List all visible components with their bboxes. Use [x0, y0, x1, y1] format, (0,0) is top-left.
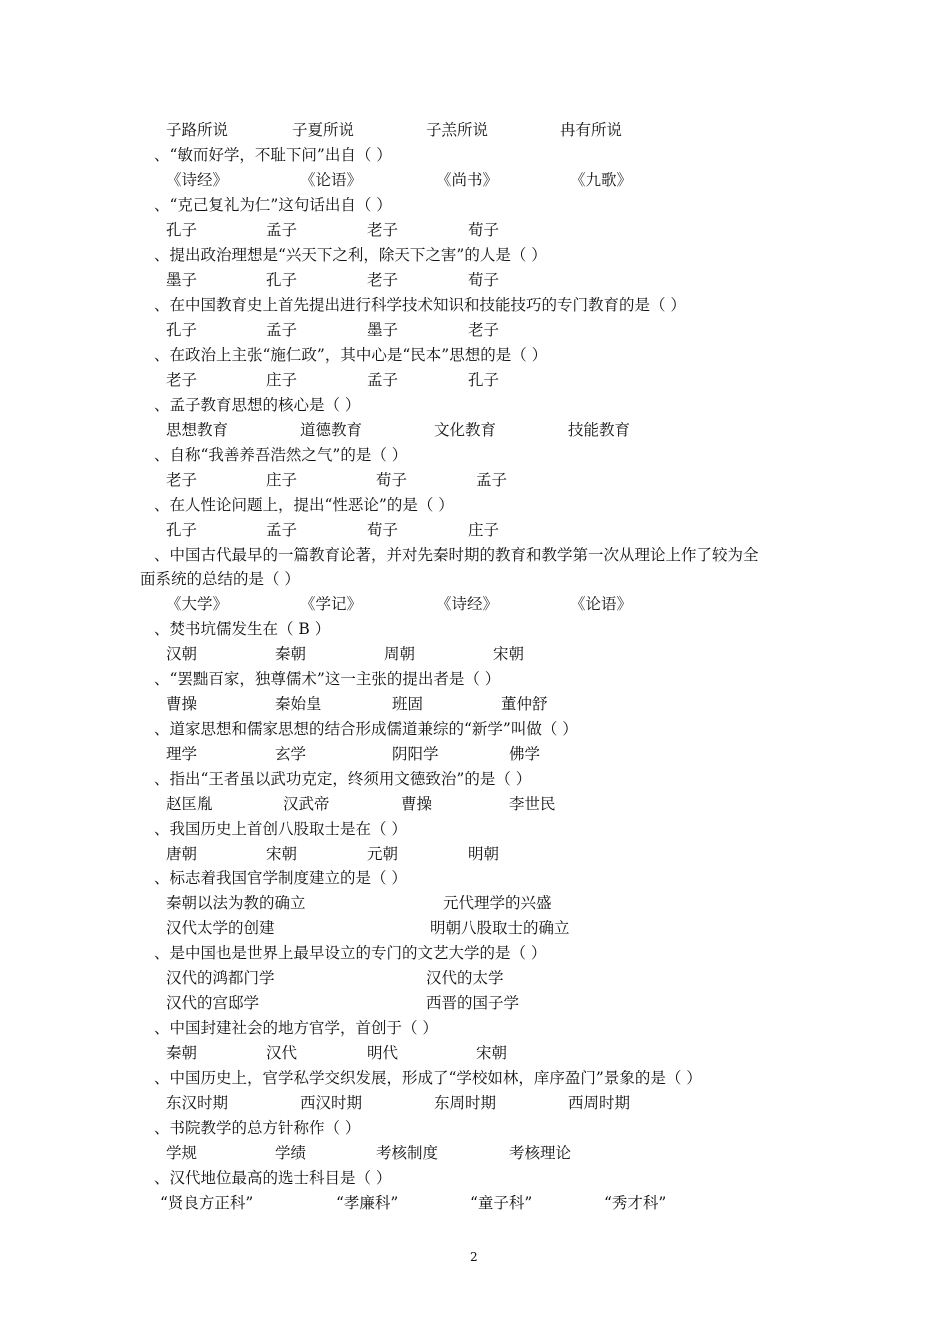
option-text: 学绩	[275, 1144, 307, 1162]
option-text: 宋朝	[266, 845, 298, 863]
question-stem: 、书院教学的总方针称作（ ）	[154, 1119, 361, 1137]
question-stem: 、“克己复礼为仁”这句话出自（ ）	[154, 196, 392, 214]
option-text: 《九歌》	[570, 171, 633, 189]
option-text: 东周时期	[434, 1094, 497, 1112]
option-text: 思想教育	[166, 421, 229, 439]
option-text: 秦始皇	[275, 695, 322, 713]
option-text: 孟子	[266, 221, 298, 239]
option-text: 汉代太学的创建	[166, 919, 275, 937]
option-text: 佛学	[509, 745, 541, 763]
option-text: 技能教育	[568, 421, 631, 439]
option-text: 西周时期	[568, 1094, 631, 1112]
option-text: 子夏所说	[292, 121, 355, 139]
option-text: 汉代的太学	[426, 969, 504, 987]
option-text: “孝廉科”	[336, 1194, 399, 1212]
option-text: 宋朝	[493, 645, 525, 663]
option-text: 荀子	[367, 521, 399, 539]
option-text: 冉有所说	[560, 121, 623, 139]
option-text: 曹操	[166, 695, 198, 713]
option-text: 孔子	[166, 321, 198, 339]
option-text: 周朝	[384, 645, 416, 663]
option-text: 班固	[392, 695, 424, 713]
option-text: 老子	[468, 321, 500, 339]
question-stem: 、我国历史上首创八股取士是在（ ）	[154, 820, 407, 838]
option-text: 老子	[166, 371, 198, 389]
option-text: 文化教育	[434, 421, 497, 439]
option-text: 唐朝	[166, 845, 198, 863]
option-text: 明朝八股取士的确立	[430, 919, 570, 937]
option-text: 《尚书》	[436, 171, 499, 189]
option-text: 庄子	[468, 521, 500, 539]
option-text: 老子	[367, 221, 399, 239]
question-stem: 、是中国也是世界上最早设立的专门的文艺大学的是（ ）	[154, 944, 547, 962]
question-stem: 、道家思想和儒家思想的结合形成儒道兼综的“新学”叫做（ ）	[154, 720, 578, 738]
option-text: 老子	[166, 471, 198, 489]
option-text: 孔子	[166, 521, 198, 539]
option-text: 汉代的鸿都门学	[166, 969, 275, 987]
option-text: 明代	[367, 1044, 399, 1062]
question-stem: 、焚书坑儒发生在（ B ）	[154, 620, 331, 638]
question-stem: 、自称“我善养吾浩然之气”的是（ ）	[154, 446, 408, 464]
option-text: 玄学	[275, 745, 307, 763]
option-text: 曹操	[401, 795, 433, 813]
option-text: 孟子	[266, 321, 298, 339]
option-text: 汉朝	[166, 645, 198, 663]
question-stem: 、指出“王者虽以武功克定，终须用文德致治”的是（ ）	[154, 770, 532, 788]
option-text: 孔子	[166, 221, 198, 239]
option-text: 荀子	[468, 221, 500, 239]
option-text: 宋朝	[476, 1044, 508, 1062]
option-text: 秦朝	[275, 645, 307, 663]
option-text: 西晋的国子学	[426, 994, 520, 1012]
option-text: 《学记》	[300, 595, 363, 613]
option-text: 元代理学的兴盛	[443, 894, 552, 912]
option-text: 汉武帝	[283, 795, 330, 813]
option-text: 荀子	[468, 271, 500, 289]
option-text: 《论语》	[570, 595, 633, 613]
option-text: “秀才科”	[604, 1194, 667, 1212]
option-text: 秦朝	[166, 1044, 198, 1062]
question-stem: 、汉代地位最高的选士科目是（ ）	[154, 1169, 392, 1187]
option-text: 《诗经》	[166, 171, 229, 189]
option-text: 《诗经》	[436, 595, 499, 613]
option-text: 墨子	[166, 271, 198, 289]
question-stem-continued: 面系统的总结的是（ ）	[140, 570, 300, 588]
option-text: 墨子	[367, 321, 399, 339]
option-text: 孟子	[266, 521, 298, 539]
option-text: 道德教育	[300, 421, 363, 439]
option-text: “童子科”	[470, 1194, 533, 1212]
option-text: 西汉时期	[300, 1094, 363, 1112]
question-stem: 、中国封建社会的地方官学，首创于（ ）	[154, 1019, 438, 1037]
option-text: 汉代	[266, 1044, 298, 1062]
question-stem: 、“罢黜百家，独尊儒术”这一主张的提出者是（ ）	[154, 670, 501, 688]
question-stem: 、在政治上主张“施仁政”，其中心是“民本”思想的是（ ）	[154, 346, 548, 364]
option-text: “贤良方正科”	[160, 1194, 254, 1212]
question-stem: 、中国历史上，官学私学交织发展，形成了“学校如林，庠序盈门”景象的是（ ）	[154, 1069, 702, 1087]
option-text: 庄子	[266, 371, 298, 389]
option-text: 孟子	[476, 471, 508, 489]
option-text: 理学	[166, 745, 198, 763]
question-stem: 、中国古代最早的一篇教育论著，并对先秦时期的教育和教学第一次从理论上作了较为全	[154, 546, 759, 564]
option-text: 汉代的宫邸学	[166, 994, 260, 1012]
option-text: 考核理论	[509, 1144, 572, 1162]
question-stem: 、孟子教育思想的核心是（ ）	[154, 396, 361, 414]
option-text: 孟子	[367, 371, 399, 389]
option-text: 董仲舒	[501, 695, 548, 713]
option-text: 孔子	[468, 371, 500, 389]
option-text: 子路所说	[166, 121, 229, 139]
option-text: 阴阳学	[392, 745, 439, 763]
option-text: 孔子	[266, 271, 298, 289]
question-stem: 、“敏而好学，不耻下问”出自（ ）	[154, 146, 392, 164]
option-text: 荀子	[376, 471, 408, 489]
option-text: 子羔所说	[426, 121, 489, 139]
option-text: 东汉时期	[166, 1094, 229, 1112]
page-number: 2	[470, 1250, 478, 1264]
option-text: 学规	[166, 1144, 198, 1162]
option-text: 明朝	[468, 845, 500, 863]
question-stem: 、标志着我国官学制度建立的是（ ）	[154, 869, 407, 887]
option-text: 《论语》	[300, 171, 363, 189]
option-text: 元朝	[367, 845, 399, 863]
option-text: 老子	[367, 271, 399, 289]
question-stem: 、提出政治理想是“兴天下之利，除天下之害”的人是（ ）	[154, 246, 547, 264]
question-stem: 、在人性论问题上，提出“性恶论”的是（ ）	[154, 496, 454, 514]
option-text: 考核制度	[376, 1144, 439, 1162]
option-text: 《大学》	[166, 595, 229, 613]
question-stem: 、在中国教育史上首先提出进行科学技术知识和技能技巧的专门教育的是（ ）	[154, 296, 686, 314]
option-text: 赵匡胤	[166, 795, 213, 813]
option-text: 秦朝以法为教的确立	[166, 894, 306, 912]
option-text: 李世民	[509, 795, 556, 813]
option-text: 庄子	[266, 471, 298, 489]
